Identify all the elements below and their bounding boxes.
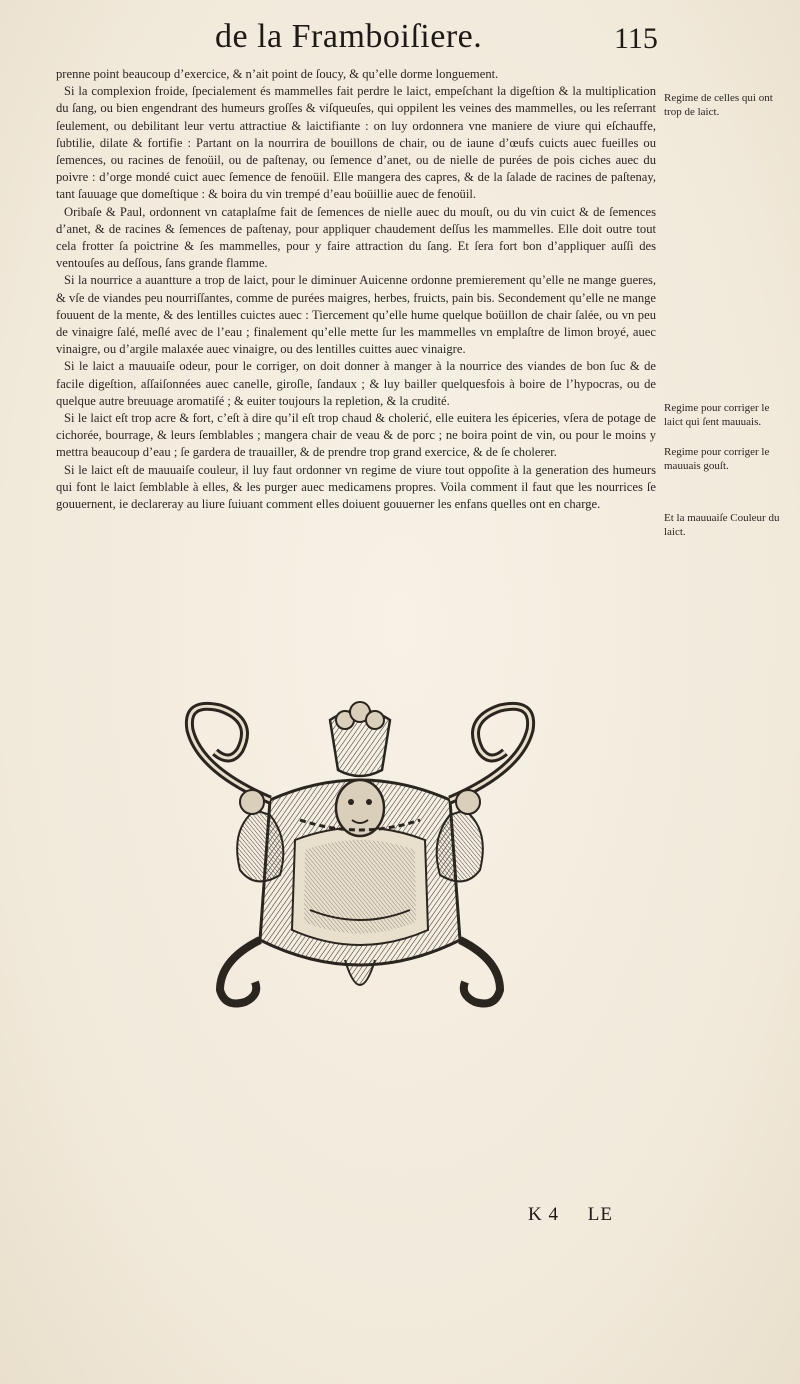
paragraph-7: Si le laict eſt de mauuaiſe couleur, il luy faut ordonner vn regime de viure tout oppoſite à la generation des humeurs qui font le laict ſemblable à elles, & les purger auec medicamens propres. Voila comment il faut que les nourrices ſe gouuernent, ie declareray au liure ſuiuant comment elles doiuent gouuerner les enfans quelles ont en charge.: [56, 462, 656, 512]
lower-left-scroll: [220, 940, 260, 1004]
paragraph-3: Oribaſe & Paul, ordonnent vn cataplaſme fait de ſemences de nielle auec du mouſt, ou du vin cuict & de ſemences d’anet, & de racines & ſemences de paſtenay, pour appliquer chaudement deſſus les mammelles. Elle doit outre tout cela frotter ſa poictrine & ſes mammelles, pour y faire attraction du ſang. Et ſera fort bon d’appliquer auſſi des ventouſes au deſſous, ſans grande flamme.: [56, 204, 656, 271]
margin-note-sent-mauuais: Regime pour corriger le laict qui ſent mauuais.: [664, 402, 770, 428]
body-text: [56, 66, 656, 513]
running-title: de la Framboiſiere.: [215, 18, 483, 55]
central-mask: [336, 780, 384, 836]
paragraph-1: prenne point beaucoup d’exercice, & n’ait point de ſoucy, & qu’elle dorme longuement.: [56, 67, 499, 81]
paragraph-4: Si la nourrice a auantture a trop de laict, pour le diminuer Auicenne ordonne premierement qu’elle ne mange gueres, & vſe de viandes peu nourriſſantes, comme de purées maigres, herbes, fruicts, pain bis. Secondement qu’elle ne mange fouuent de la mente, & des lentilles cuictes auec : Tiercement qu’elle hume quelque boüillon de chair ſalée, ou vn peu de vinaigre ſalé, meſlé avec de l’eau ; finalement qu’elle mette ſur les mammelles vn emplaſtre de limon broyé, auec vinaigre, ou d’argile malaxée auec vinaigre, ou des lentilles cuittes auec vinaigre.: [56, 273, 656, 357]
lower-right-scroll: [460, 940, 500, 1004]
bottom-pendant: [345, 960, 375, 985]
ornament-graphic: [160, 690, 560, 1012]
margin-note-mauuais-goust: Regime pour corriger le mauuais gouſt.: [664, 446, 770, 472]
signature-mark: K 4 LE: [528, 1204, 613, 1225]
paragraph-5: Si le laict a mauuaiſe odeur, pour le corriger, on doit donner à manger à la nourrice des viandes de bon ſuc & de facile digeſtion, aſſaiſonnées auec canelle, giroſle, ſandaux ; & luy bailler quelquesfois à boire de l’hypocras, ou de quelque autre breuuage aromatiſé ; & euiter toujours la repletion, & la crudité.: [56, 359, 656, 408]
paragraph-6: Si le laict eſt trop acre & fort, c’eſt à dire qu’il eſt trop chaud & cholerić, elle euitera les épiceries, vſera de potage de cichorée, bourrage, & leurs ſemblables ; mangera chair de veau & de porc ; ne boira point de vin, ou pour le moins y mettra beaucoup d’eau ; ſe gardera de trauailler, & de prendre trop grand exercice, & de ſe cholerer.: [56, 411, 656, 460]
paragraph-2: Si la complexion froide, ſpecialement és mammelles fait perdre le laict, empeſchant la digeſtion & la multiplication du ſang, ou bien engendrant des humeurs groſſes & viſqueuſes, qui oppilent les veines des mammelles, ou les reſerrant ſeulement, ou debilitant leur vertu attractiue & laictifiante : on luy ordonnera vne maniere de viure qui eſchauffe, ſubtilie, dilate & fortifie : Partant on la nourrira de bouillons de chair, ou de iaune d’œufs cuicts auec fueilles ou ſemences, ou racines de fenoüil, ou de paſtenay, ou ſemence d’anet, ou de nielle de purées de pois ciches auec du poivre : d’orge mondé cuict auec ſemence de fenoüil. Elle mangera des capres, & de la ſalade de racines de paſtenay, tant ſauuage que domeſtique : & boira du vin trempé d’eau boüillie auec de fenoüil.: [56, 84, 656, 202]
page-number: 115: [614, 22, 658, 55]
margin-note-trop-de-laict: Regime de celles qui ont trop de laict.: [664, 92, 773, 118]
margin-note-mauuaise-couleur: Et la mauuaiſe Couleur du laict.: [664, 512, 780, 538]
woodcut-ornament: [160, 690, 560, 1012]
